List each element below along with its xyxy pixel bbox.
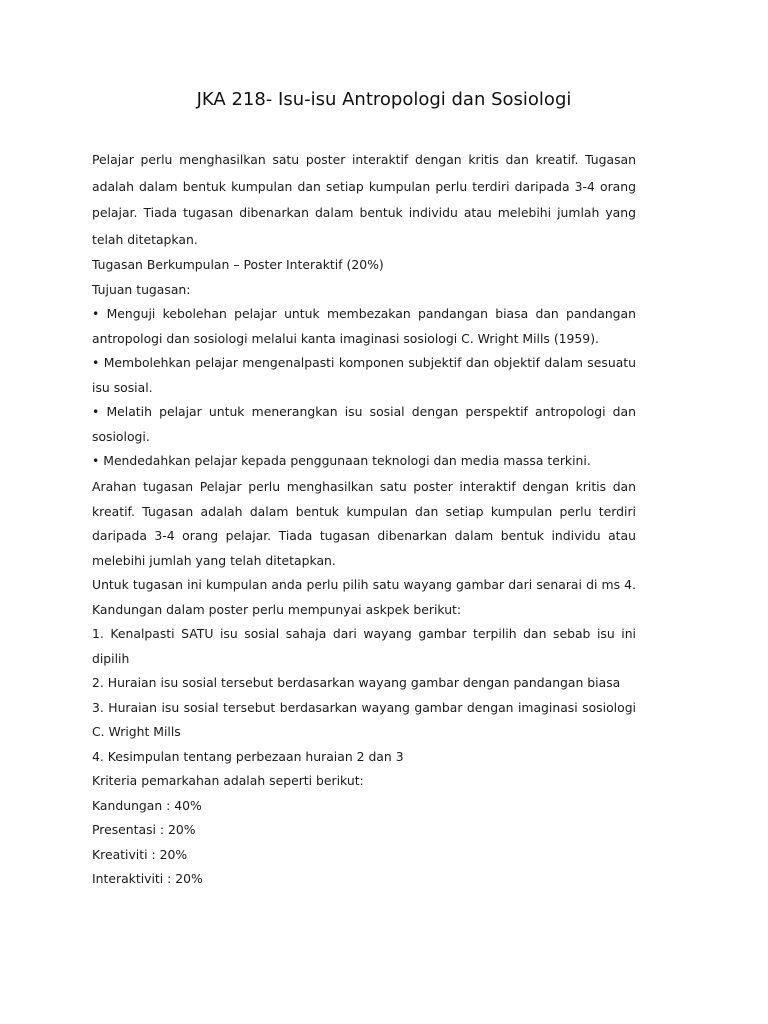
- aspect-item: 3. Huraian isu sosial tersebut berdasarkan wayang gambar dengan imaginasi sosiologi C. Wright Mills: [92, 699, 636, 739]
- criteria-item: Presentasi : 20%: [92, 822, 196, 837]
- objective-item: • Membolehkan pelajar mengenalpasti komponen subjektif dan objektif dalam sesuatu isu sosial.: [92, 355, 636, 395]
- direction-paragraph: Arahan tugasan Pelajar perlu menghasilkan satu poster interaktif dengan kritis dan kreatif. Tugasan adalah dalam bentuk kumpulan dan setiap kumpulan perlu terdiri daripada 3-4 orang pelajar. Tiada tugasan dibenarkan dalam bentuk individu atau melebihi jumlah yang telah ditetapkan.: [92, 479, 636, 568]
- intro-paragraph: Pelajar perlu menghasilkan satu poster interaktif dengan kritis dan kreatif. Tugasan adalah dalam bentuk kumpulan dan setiap kumpulan perlu terdiri daripada 3-4 orang pelajar. Tiada tugasan dibenarkan dalam bentuk individu atau melebihi jumlah yang telah ditetapkan.: [92, 152, 636, 247]
- criteria-item: Kandungan : 40%: [92, 797, 202, 813]
- criteria-heading: Kriteria pemarkahan adalah seperti berikut:: [92, 773, 364, 788]
- instruction-paragraph: Untuk tugasan ini kumpulan anda perlu pilih satu wayang gambar dari senarai di ms 4. Kandungan dalam poster perlu mempunyai askpek berikut:: [92, 577, 636, 617]
- direction-section: [92, 475, 636, 769]
- criteria-item: Kreativiti : 20%: [92, 846, 188, 862]
- criteria-section: [92, 769, 636, 892]
- objectives-heading: Tujuan tugasan:: [92, 281, 191, 297]
- objective-item: • Menguji kebolehan pelajar untuk membezakan pandangan biasa dan pandangan antropologi dan sosiologi melalui kanta imaginasi sosiologi C. Wright Mills (1959).: [92, 306, 636, 346]
- aspect-item: 1. Kenalpasti SATU isu sosial sahaja dari wayang gambar terpilih dan sebab isu ini dipilih: [92, 626, 636, 666]
- aspect-item: 2. Huraian isu sosial tersebut berdasarkan wayang gambar dengan pandangan biasa: [92, 675, 621, 690]
- task-section: [92, 253, 636, 474]
- objective-item: • Melatih pelajar untuk menerangkan isu sosial dengan perspektif antropologi dan sosiologi.: [92, 404, 636, 444]
- aspect-item: 4. Kesimpulan tentang perbezaan huraian 2 dan 3: [92, 748, 404, 764]
- task-heading: Tugasan Berkumpulan – Poster Interaktif (20%): [92, 257, 384, 272]
- criteria-item: Interaktiviti : 20%: [92, 871, 203, 886]
- objective-item: • Mendedahkan pelajar kepada penggunaan teknologi dan media massa terkini.: [92, 453, 591, 468]
- page-title: JKA 218- Isu-isu Antropologi dan Sosiologi: [196, 89, 572, 110]
